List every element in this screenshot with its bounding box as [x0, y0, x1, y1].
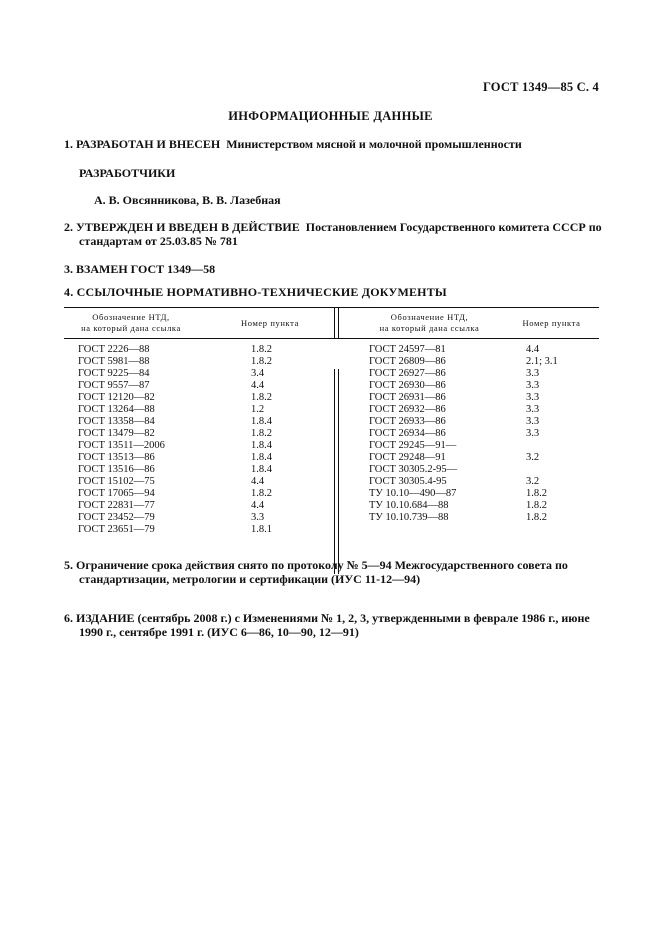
table-cell-item: 3.3 [526, 404, 540, 415]
table-cell-designation: ТУ 10.10—490—87 [369, 488, 457, 499]
developers-heading: РАЗРАБОТЧИКИ [79, 166, 176, 180]
table-cell-designation: ГОСТ 13358—84 [78, 416, 155, 427]
section-6-text-cont: 1990 г., сентябре 1991 г. (ИУС 6—86, 10—90, 12—91) [79, 625, 359, 639]
table-cell-item: 2.1; 3.1 [526, 356, 558, 367]
table-cell-item: 3.3 [526, 392, 540, 403]
header-designation-line1: Обозначение НТД, [390, 312, 469, 322]
section-6-text: 6. ИЗДАНИЕ (сентябрь 2008 г.) с Изменениями № 1, 2, 3, утвержденными в феврале 1986 г., июне [64, 611, 590, 625]
table-cell-designation: ГОСТ 26809—86 [369, 356, 446, 367]
table-cell-designation: ГОСТ 30305.4-95 [369, 476, 447, 487]
table-body [64, 339, 599, 544]
header-designation-right [357, 312, 502, 334]
table-cell-item: 1.8.2 [526, 500, 547, 511]
left-item-column [251, 344, 272, 536]
table-cell-item: 4.4 [251, 380, 265, 391]
section-1 [64, 137, 604, 151]
developers-names: А. В. Овсянникова, В. В. Лазебная [94, 193, 281, 207]
table-cell-item: 3.3 [526, 380, 540, 391]
header-designation-left [64, 312, 198, 334]
section-5 [64, 558, 604, 586]
section-2 [64, 220, 604, 248]
table-cell-item: 3.3 [251, 512, 265, 523]
table-cell-designation: ГОСТ 26927—86 [369, 368, 446, 379]
table-cell-designation: ТУ 10.10.684—88 [369, 500, 449, 511]
table-cell-designation: ГОСТ 26934—86 [369, 428, 446, 439]
table-cell-designation: ГОСТ 13264—88 [78, 404, 155, 415]
table-cell-item: 1.8.2 [251, 428, 272, 439]
table-cell-designation: ГОСТ 26930—86 [369, 380, 446, 391]
table-cell-designation: ГОСТ 9225—84 [78, 368, 150, 379]
table-cell-item [526, 464, 558, 476]
table-cell-designation: ГОСТ 5981—88 [78, 356, 150, 367]
table-cell-item: 1.8.2 [526, 512, 547, 523]
page-header-code: ГОСТ 1349—85 С. 4 [482, 80, 599, 94]
section-2-label: 2. УТВЕРЖДЕН И ВВЕДЕН В ДЕЙСТВИЕ [64, 220, 300, 234]
section-5-text: 5. Ограничение срока действия снято по протоколу № 5—94 Межгосударственного совета по [64, 558, 568, 572]
table-cell-designation: ГОСТ 17065—94 [78, 488, 155, 499]
table-cell-item: 3.3 [526, 428, 540, 439]
right-designation-column [369, 344, 457, 524]
header-item-left: Номер пункта [241, 318, 299, 328]
table-cell-designation: ГОСТ 13479—82 [78, 428, 155, 439]
header-designation-line1: Обозначение НТД, [92, 312, 170, 322]
header-designation-line2: на который дана ссылка [81, 323, 181, 333]
table-cell-designation: ГОСТ 24597—81 [369, 344, 446, 355]
reference-documents-table [64, 307, 599, 544]
table-cell-item: 1.8.4 [251, 464, 272, 475]
table-cell-item: 1.8.2 [251, 344, 272, 355]
table-cell-item: 3.2 [526, 476, 540, 487]
table-cell-item: 1.8.4 [251, 416, 272, 427]
column-divider [334, 308, 339, 338]
table-cell-item: 4.4 [251, 500, 265, 511]
table-cell-designation: ГОСТ 26931—86 [369, 392, 446, 403]
table-cell-item: 3.2 [526, 452, 540, 463]
table-cell-item: 1.8.1 [251, 524, 272, 535]
table-cell-item: 4.4 [251, 476, 265, 487]
table-cell-designation: ГОСТ 2226—88 [78, 344, 150, 355]
table-cell-item: 3.4 [251, 368, 265, 379]
table-cell-designation: ГОСТ 9557—87 [78, 380, 150, 391]
column-divider [334, 369, 339, 574]
table-cell-item: 3.3 [526, 416, 540, 427]
section-4: 4. ССЫЛОЧНЫЕ НОРМАТИВНО-ТЕХНИЧЕСКИЕ ДОКУМЕНТЫ [64, 285, 447, 299]
table-cell-item: 1.8.4 [251, 452, 272, 463]
table-cell-designation: ГОСТ 13516—86 [78, 464, 155, 475]
section-1-text: Министерством мясной и молочной промышленности [226, 137, 522, 151]
table-cell-item: 4.4 [526, 344, 540, 355]
table-cell-item: 1.2 [251, 404, 265, 415]
table-cell-item: 1.8.4 [251, 440, 272, 451]
document-title: ИНФОРМАЦИОННЫЕ ДАННЫЕ [228, 109, 433, 123]
header-item-right: Номер пункта [522, 318, 581, 328]
right-item-column [526, 344, 558, 524]
table-cell-designation: ГОСТ 30305.2-95— [369, 464, 458, 475]
table-cell-designation: ГОСТ 22831—77 [78, 500, 155, 511]
section-3: 3. ВЗАМЕН ГОСТ 1349—58 [64, 262, 216, 276]
section-6 [64, 611, 604, 639]
table-header [64, 308, 599, 339]
table-cell-designation: ГОСТ 13513—86 [78, 452, 155, 463]
table-cell-designation: ГОСТ 23452—79 [78, 512, 155, 523]
section-2-text-cont: стандартам от 25.03.85 № 781 [79, 234, 238, 248]
table-cell-item: 1.8.2 [251, 356, 272, 367]
section-2-text: Постановлением Государственного комитета СССР по [305, 220, 602, 234]
table-cell-designation: ТУ 10.10.739—88 [369, 512, 449, 523]
table-cell-item: 1.8.2 [251, 488, 272, 499]
left-designation-column [78, 344, 165, 536]
section-1-label: 1. РАЗРАБОТАН И ВНЕСЕН [64, 137, 221, 151]
table-cell-item: 1.8.2 [251, 392, 272, 403]
table-cell-item [526, 440, 558, 452]
table-cell-designation: ГОСТ 15102—75 [78, 476, 155, 487]
table-cell-item: 3.3 [526, 368, 540, 379]
table-cell-item: 1.8.2 [526, 488, 547, 499]
table-cell-designation: ГОСТ 29245—91— [369, 440, 457, 451]
table-cell-designation: ГОСТ 29248—91 [369, 452, 446, 463]
section-5-text-cont: стандартизации, метрологии и сертификации (ИУС 11-12—94) [79, 572, 421, 586]
table-cell-designation: ГОСТ 26932—86 [369, 404, 446, 415]
header-designation-line2: на который дана ссылка [379, 323, 480, 333]
table-cell-designation: ГОСТ 12120—82 [78, 392, 155, 403]
table-cell-designation: ГОСТ 13511—2006 [78, 440, 165, 451]
table-cell-designation: ГОСТ 23651—79 [78, 524, 155, 535]
table-cell-designation: ГОСТ 26933—86 [369, 416, 446, 427]
